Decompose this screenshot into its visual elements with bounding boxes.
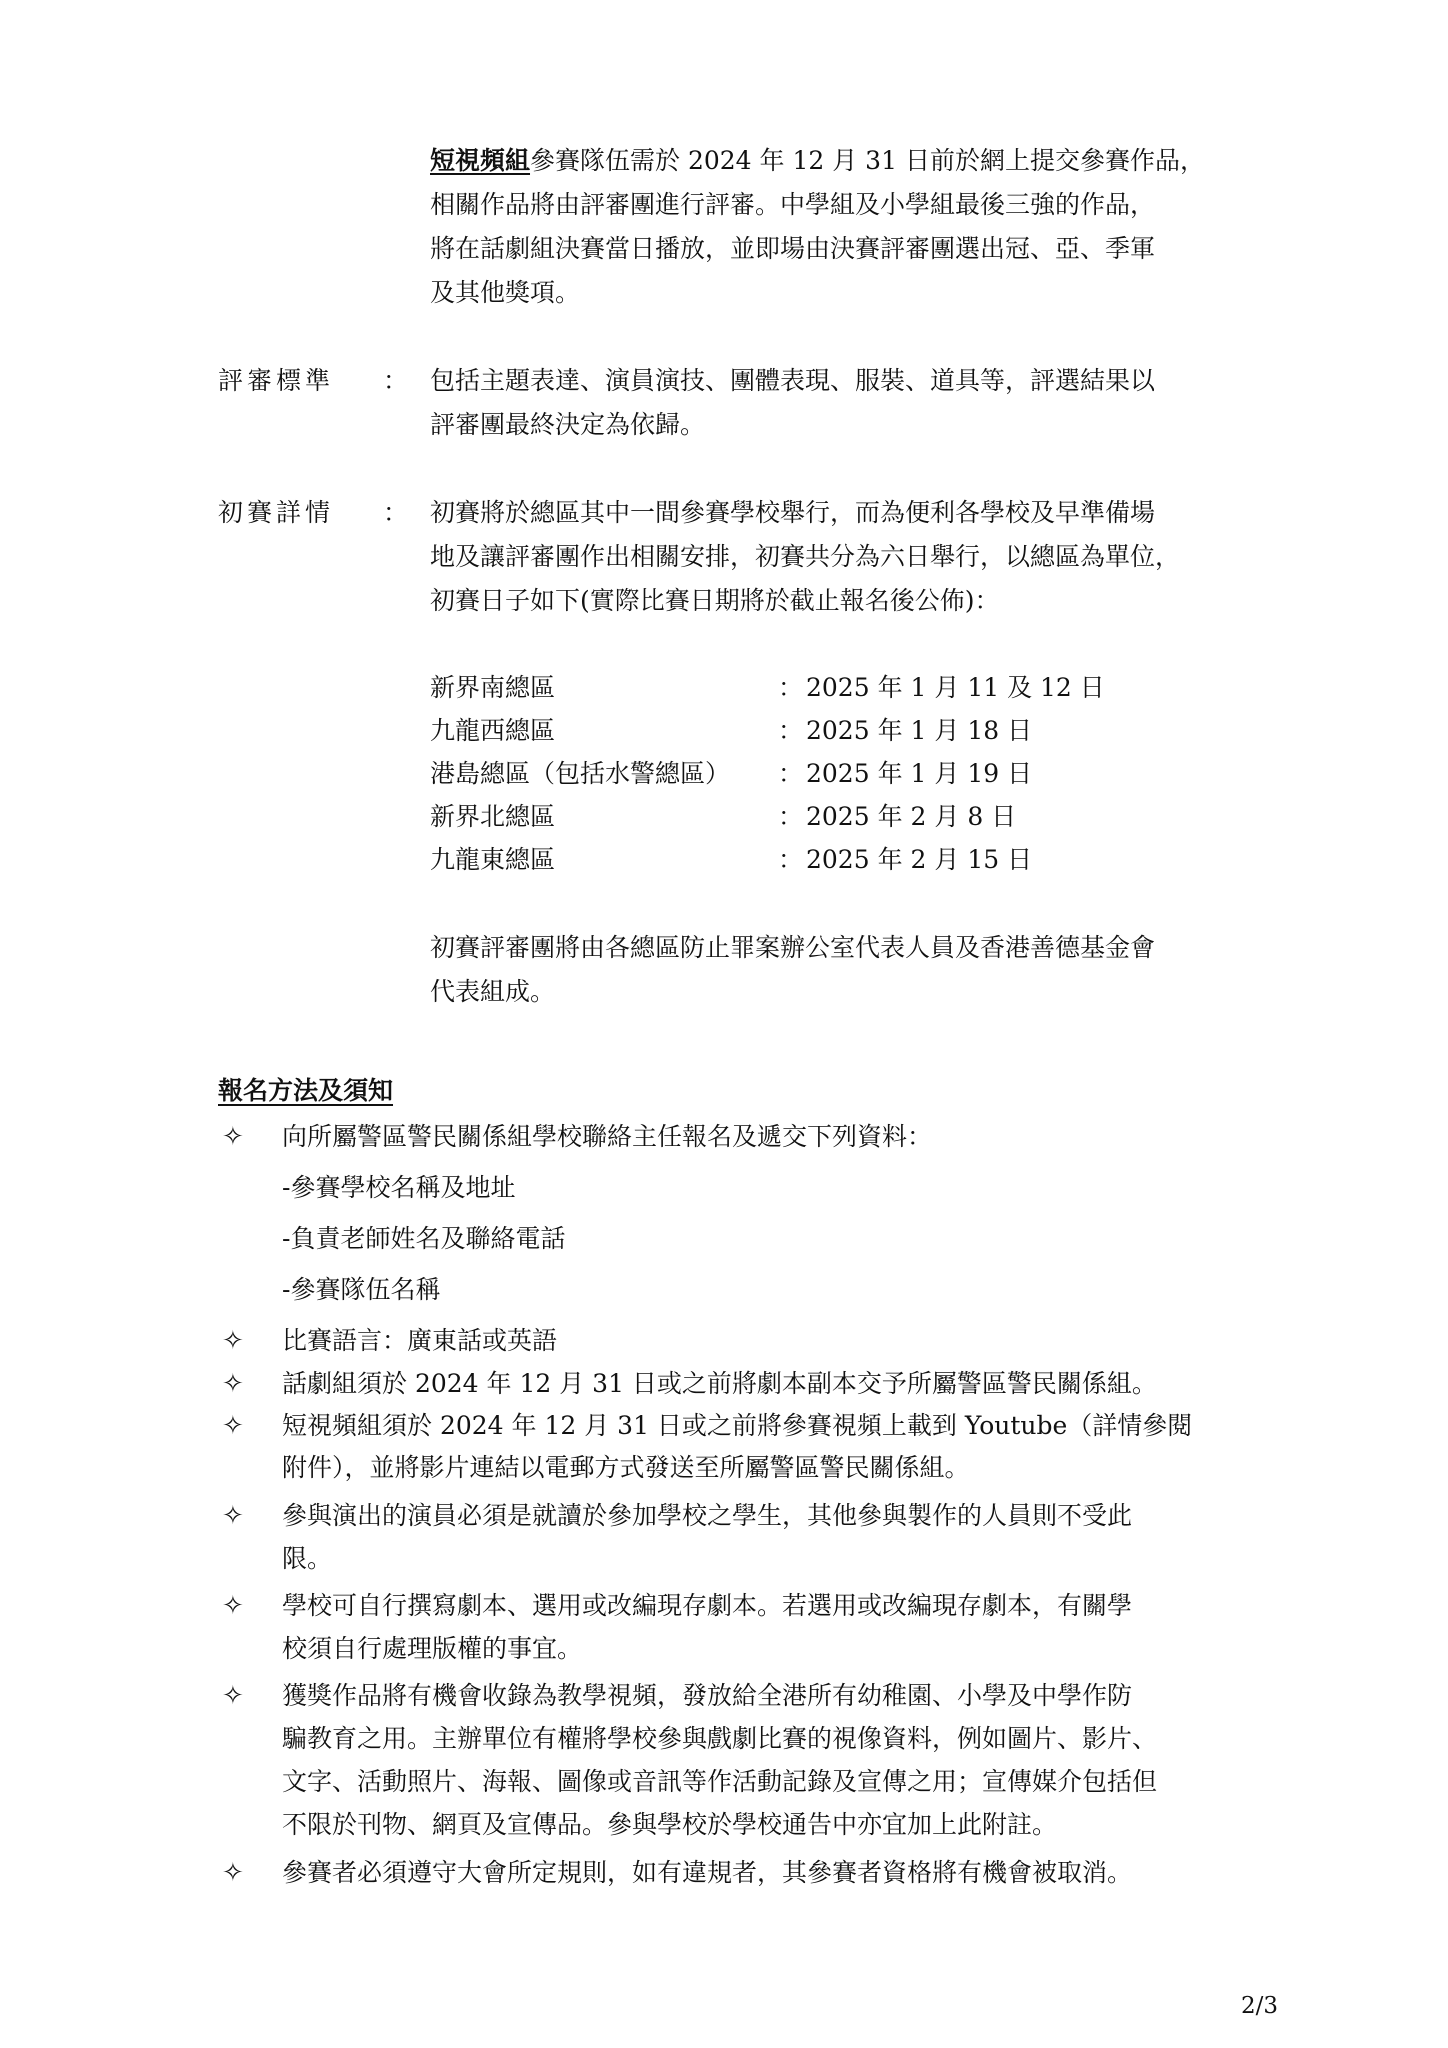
bullet-1-sub-item: -參賽學校名稱及地址 bbox=[282, 1173, 516, 1202]
short-video-line-2: 相關作品將由評審團進行評審。中學組及小學組最後三強的作品， bbox=[430, 190, 1156, 219]
bullet-icon: ✧ bbox=[222, 1411, 244, 1441]
preliminary-line-3: 初賽日子如下(實際比賽日期將於截止報名後公佈)： bbox=[430, 586, 1000, 615]
bullet-2-text: 比賽語言：廣東話或英語 bbox=[282, 1326, 558, 1355]
schedule-district: 港島總區（包括水警總區） bbox=[430, 759, 731, 788]
schedule-date: 2025 年 2 月 15 日 bbox=[806, 845, 1033, 874]
preliminary-colon: ： bbox=[383, 498, 409, 527]
bullet-icon: ✧ bbox=[222, 1858, 244, 1888]
bullet-icon: ✧ bbox=[222, 1591, 244, 1621]
judging-criteria-colon: ： bbox=[383, 366, 409, 395]
bullet-5-line-2: 限。 bbox=[282, 1544, 333, 1573]
bullet-6-line-2: 校須自行處理版權的事宜。 bbox=[282, 1634, 583, 1663]
bullet-7-line-2: 騙教育之用。主辦單位有權將學校參與戲劇比賽的視像資料，例如圖片、影片、 bbox=[282, 1724, 1158, 1753]
bullet-1-sub-item: -參賽隊伍名稱 bbox=[282, 1275, 441, 1304]
bullet-8-text: 參賽者必須遵守大會所定規則，如有違規者，其參賽者資格將有機會被取消。 bbox=[282, 1858, 1133, 1887]
bullet-7-line-3: 文字、活動照片、海報、圖像或音訊等作活動記錄及宣傳之用；宣傳媒介包括但 bbox=[282, 1767, 1158, 1796]
panel-line-1: 初賽評審團將由各總區防止罪案辦公室代表人員及香港善德基金會 bbox=[430, 933, 1156, 962]
bullet-1-sub-item: -負責老師姓名及聯絡電話 bbox=[282, 1224, 566, 1253]
panel-line-2: 代表組成。 bbox=[430, 977, 556, 1006]
bullet-4-line-1: 短視頻組須於 2024 年 12 月 31 日或之前將參賽視頻上載到 Youtube（詳情參閱 bbox=[282, 1411, 1193, 1440]
bullet-3-text: 話劇組須於 2024 年 12 月 31 日或之前將劇本副本交予所屬警區警民關係組。 bbox=[282, 1369, 1157, 1398]
schedule-sep: ： bbox=[778, 759, 804, 788]
schedule-date: 2025 年 1 月 11 及 12 日 bbox=[806, 673, 1105, 702]
bullet-icon: ✧ bbox=[222, 1326, 244, 1356]
schedule-date: 2025 年 1 月 18 日 bbox=[806, 716, 1033, 745]
schedule-district: 新界南總區 bbox=[430, 673, 556, 702]
bullet-icon: ✧ bbox=[222, 1681, 244, 1711]
bullet-4-line-2: 附件），並將影片連結以電郵方式發送至所屬警區警民關係組。 bbox=[282, 1453, 970, 1482]
schedule-date: 2025 年 2 月 8 日 bbox=[806, 802, 1017, 831]
schedule-sep: ： bbox=[778, 802, 804, 831]
judging-criteria-label: 評審標準 bbox=[218, 366, 335, 395]
judging-criteria-line-1: 包括主題表達、演員演技、團體表現、服裝、道具等，評選結果以 bbox=[430, 366, 1156, 395]
short-video-line-1: 短視頻組參賽隊伍需於 2024 年 12 月 31 日前於網上提交參賽作品， bbox=[430, 146, 1205, 175]
preliminary-line-1: 初賽將於總區其中一間參賽學校舉行，而為便利各學校及早準備場 bbox=[430, 498, 1156, 527]
schedule-district: 九龍東總區 bbox=[430, 845, 556, 874]
short-video-group-label: 短視頻組 bbox=[430, 146, 531, 175]
bullet-6-line-1: 學校可自行撰寫劇本、選用或改編現存劇本。若選用或改編現存劇本，有關學 bbox=[282, 1591, 1133, 1620]
schedule-sep: ： bbox=[778, 845, 804, 874]
bullet-icon: ✧ bbox=[222, 1501, 244, 1531]
preliminary-label: 初賽詳情 bbox=[218, 498, 335, 527]
bullet-1-text: 向所屬警區警民關係組學校聯絡主任報名及遞交下列資料： bbox=[282, 1122, 933, 1151]
short-video-line-3: 將在話劇組決賽當日播放，並即場由決賽評審團選出冠、亞、季軍 bbox=[430, 234, 1156, 263]
schedule-district: 九龍西總區 bbox=[430, 716, 556, 745]
registration-heading: 報名方法及須知 bbox=[218, 1076, 394, 1105]
preliminary-line-2: 地及讓評審團作出相關安排，初賽共分為六日舉行，以總區為單位， bbox=[430, 542, 1181, 571]
bullet-icon: ✧ bbox=[222, 1122, 244, 1152]
short-video-line-4: 及其他獎項。 bbox=[430, 278, 581, 307]
judging-criteria-line-2: 評審團最終決定為依歸。 bbox=[430, 410, 706, 439]
schedule-sep: ： bbox=[778, 716, 804, 745]
page-number: 2/3 bbox=[1240, 1993, 1278, 2019]
bullet-7-line-4: 不限於刊物、網頁及宣傳品。參與學校於學校通告中亦宜加上此附註。 bbox=[282, 1810, 1058, 1839]
schedule-sep: ： bbox=[778, 673, 804, 702]
schedule-date: 2025 年 1 月 19 日 bbox=[806, 759, 1033, 788]
bullet-7-line-1: 獲獎作品將有機會收錄為教學視頻，發放給全港所有幼稚園、小學及中學作防 bbox=[282, 1681, 1133, 1710]
schedule-district: 新界北總區 bbox=[430, 802, 556, 831]
bullet-icon: ✧ bbox=[222, 1369, 244, 1399]
bullet-5-line-1: 參與演出的演員必須是就讀於參加學校之學生，其他參與製作的人員則不受此 bbox=[282, 1501, 1133, 1530]
